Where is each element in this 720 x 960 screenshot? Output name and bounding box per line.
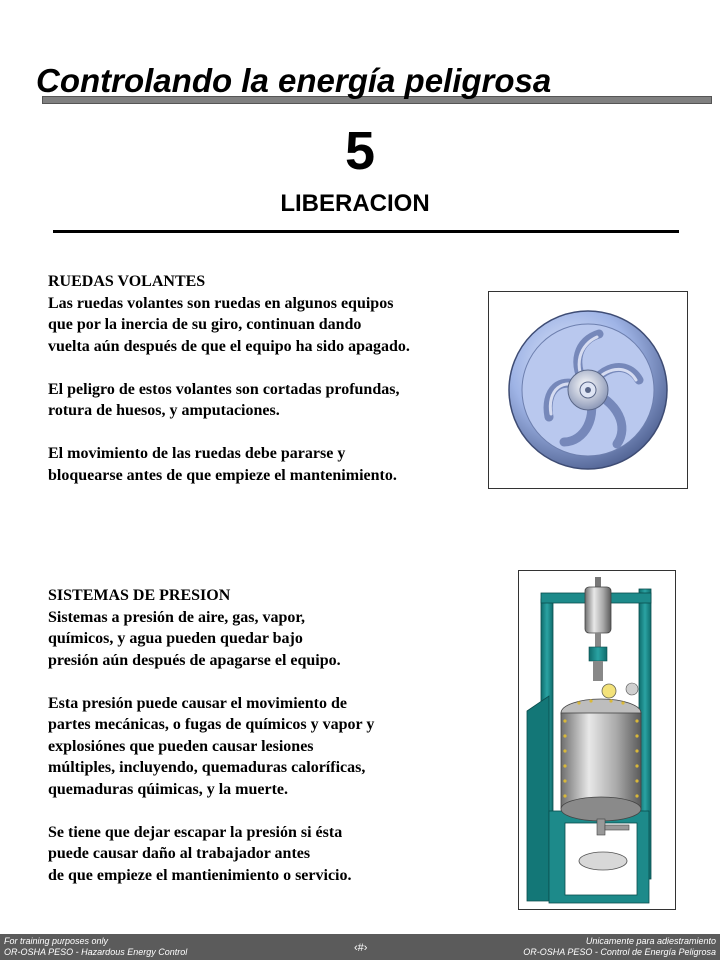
flywheel-image [488,291,688,489]
flywheel-paragraph-2: El peligro de estos volantes son cortadas profundas, rotura de huesos, y amputaciones. [48,380,400,419]
step-number: 5 [344,121,376,181]
pressure-vessel-image [518,570,676,910]
footer-page-number: ‹#› [354,942,368,954]
step-divider [53,230,679,233]
page-title: Controlando la energía peligrosa [36,62,552,99]
flywheel-section [48,271,410,486]
flywheel-paragraph-1: Las ruedas volantes son ruedas en algunos equipos que por la inercia de su giro, continuan dando vuelta aún después de que el equipo ha sido apagado. [48,294,410,355]
flywheel-paragraph-3: El movimiento de las ruedas debe pararse y bloquearse antes de que empieze el mantenimiento. [48,445,397,484]
footer-right: Unicamente para adiestramiento OR-OSHA PESO - Control de Energía Peligrosa [523,936,716,957]
flywheel-heading: RUEDAS VOLANTES [48,273,206,290]
pressure-paragraph-1: Sistemas a presión de aire, gas, vapor, químicos, y agua pueden quedar bajo presión aún después de apagarse el equipo. [48,608,341,669]
step-name: LIBERACION [280,190,430,217]
pressure-section [48,585,374,886]
footer-left: For training purposes only OR-OSHA PESO - Hazardous Energy Control [4,936,188,957]
footer-bar [0,934,720,960]
pressure-heading: SISTEMAS DE PRESION [48,587,231,604]
pressure-paragraph-3: Se tiene que dejar escapar la presión si ésta puede causar daño al trabajador antes de que empieze el mantienimiento o servicio. [48,823,352,884]
pressure-paragraph-2: Esta presión puede causar el movimiento de partes mecánicas, o fugas de químicos y vapor y explosiónes que pueden causar lesiones múltiples, incluyendo, quemaduras caloríficas, quemaduras qúimicas, y la muerte. [48,694,375,798]
